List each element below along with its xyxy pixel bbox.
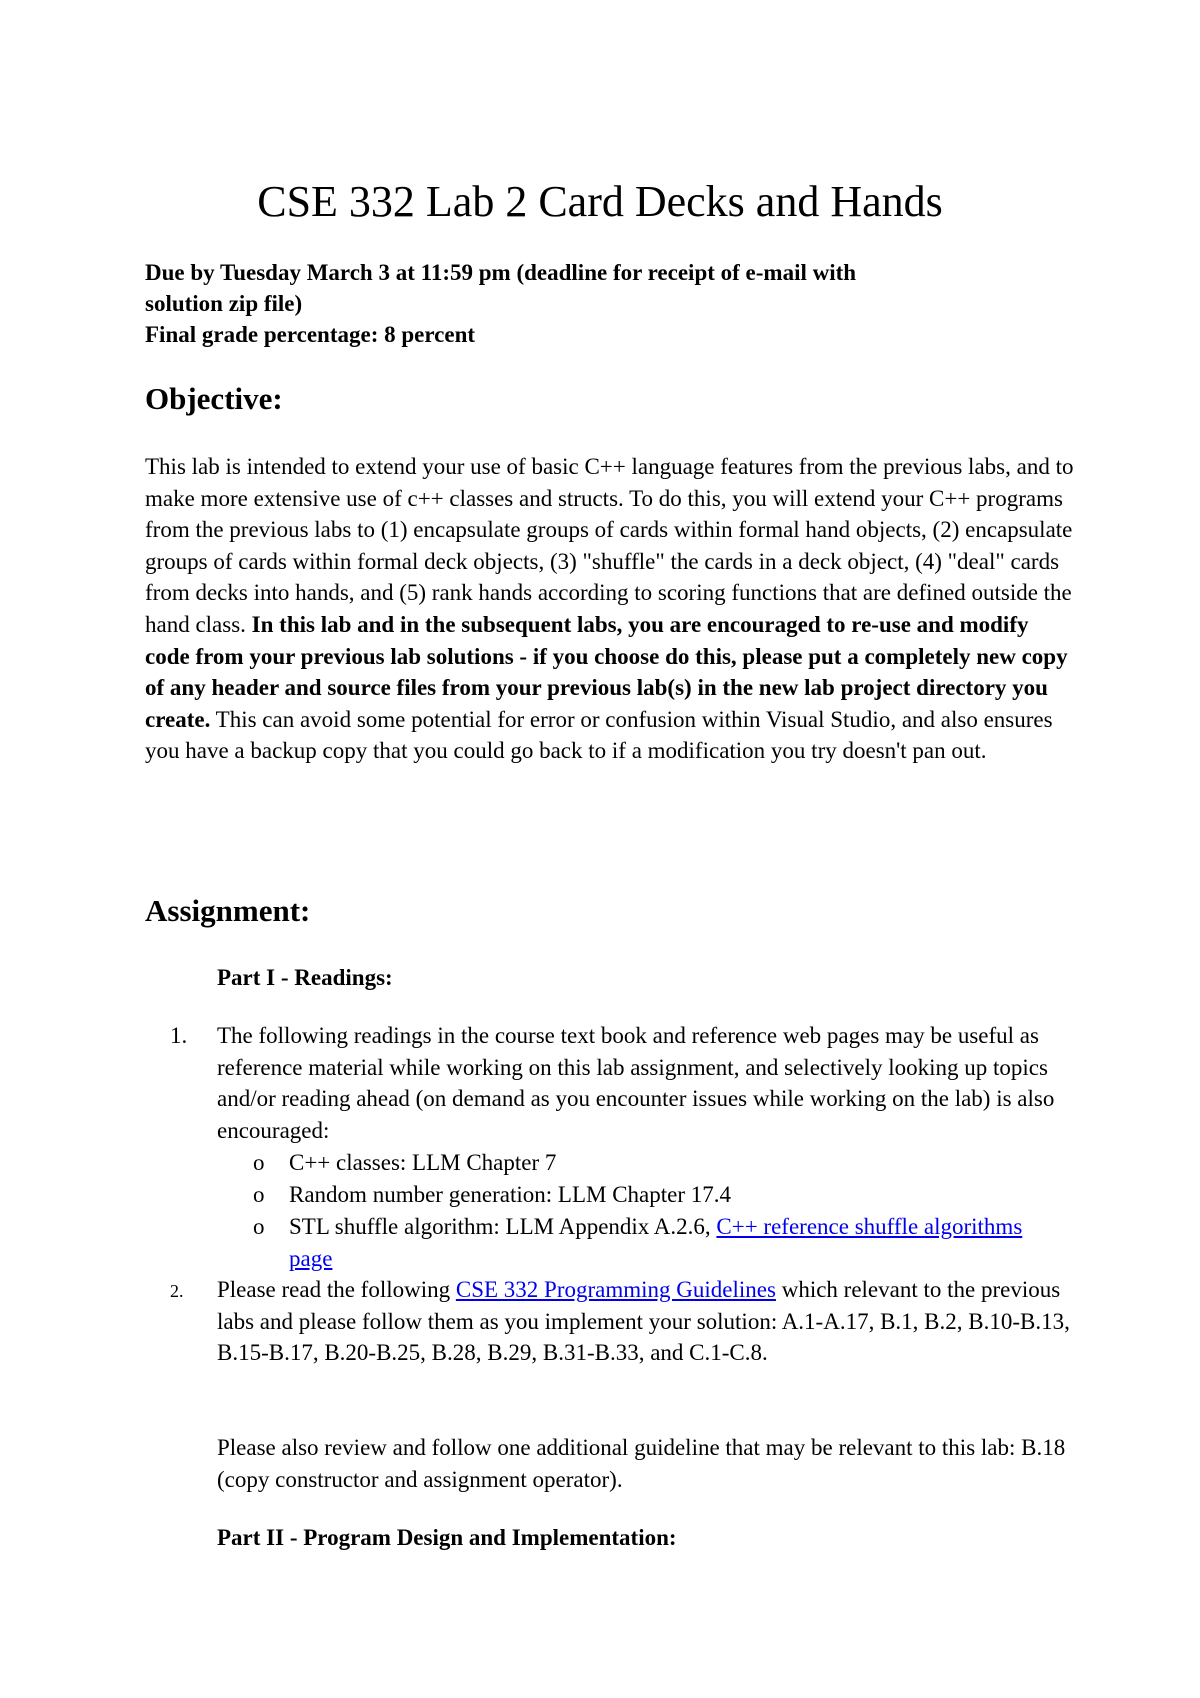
list-item-guidelines (217, 1274, 1077, 1369)
objective-paragraph (145, 451, 1075, 767)
objective-text: This lab is intended to extend your use of basic C++ language features from the previous labs, and to make more extensive use of c++ classes and structs. To do this, you will extend your C++ programs from the previous labs to (1) encapsulate groups of cards within formal hand objects, (2) encapsulate groups of cards within formal deck objects, (3) "shuffle" the cards in a deck object, (4) "deal" cards from decks into hands, and (5) rank hands according to scoring functions that are defined outside the hand class. (145, 454, 1074, 637)
guidelines-suffix: which relevant to the previous labs and please follow them as you implement your solution: A.1-A.17, B.1, B.2, B.10-B.13, B.15-B.17, B.20-B.25, B.28, B.29, B.31-B.33, and C.1-C.8. (217, 1277, 1070, 1366)
page-title: CSE 332 Lab 2 Card Decks and Hands (257, 177, 943, 226)
bullet-icon: o (253, 1150, 265, 1175)
sub-item-classes: C++ classes: LLM Chapter 7 (289, 1150, 557, 1175)
bullet-icon: o (253, 1182, 265, 1207)
due-date-block (145, 257, 1065, 350)
due-date-line-continued: solution zip file) (145, 291, 303, 316)
list-number-1: 1. (170, 1023, 188, 1048)
shuffle-reference-link[interactable]: C++ reference shuffle algorithms page (289, 1214, 1023, 1271)
list-number-2: 2. (170, 1281, 184, 1301)
sub-item-shuffle (289, 1211, 1059, 1274)
objective-tail-text: This can avoid some potential for error or confusion within Visual Studio, and also ensures you have a backup copy that you could go back to if a modification you try doesn't pan out. (145, 706, 1053, 764)
assignment-heading: Assignment: (145, 893, 311, 928)
guidelines-prefix: Please read the following (217, 1277, 456, 1302)
programming-guidelines-link[interactable]: CSE 332 Programming Guidelines (455, 1277, 776, 1302)
objective-bold-text: In this lab and in the subsequent labs, you are encouraged to re-use and modify code from your previous lab solutions - if you choose do this, please put a completely new copy of any header and source files from your previous lab(s) in the new lab project directory you create. (145, 611, 1068, 732)
bullet-icon: o (253, 1214, 265, 1239)
grade-percentage: Final grade percentage: 8 percent (145, 322, 476, 347)
part-one-heading: Part I - Readings: (217, 965, 393, 990)
part-two-heading: Part II - Program Design and Implementation: (217, 1525, 677, 1550)
sub-item-shuffle-text: STL shuffle algorithm: LLM Appendix A.2.6, (289, 1214, 717, 1239)
due-date-line: Due by Tuesday March 3 at 11:59 pm (deadline for receipt of e-mail with (145, 260, 857, 285)
sub-item-random: Random number generation: LLM Chapter 17.4 (289, 1182, 732, 1207)
guidelines-additional-paragraph: Please also review and follow one additional guideline that may be relevant to this lab: B.18 (copy constructor and assignment operator). (217, 1435, 1066, 1492)
objective-heading: Objective: (145, 381, 283, 416)
list-item-readings: The following readings in the course text book and reference web pages may be useful as reference material while working on this lab assignment, and selectively looking up topics and/or reading ahead (on demand as you encounter issues while working on the lab) is also encouraged: (217, 1023, 1055, 1143)
